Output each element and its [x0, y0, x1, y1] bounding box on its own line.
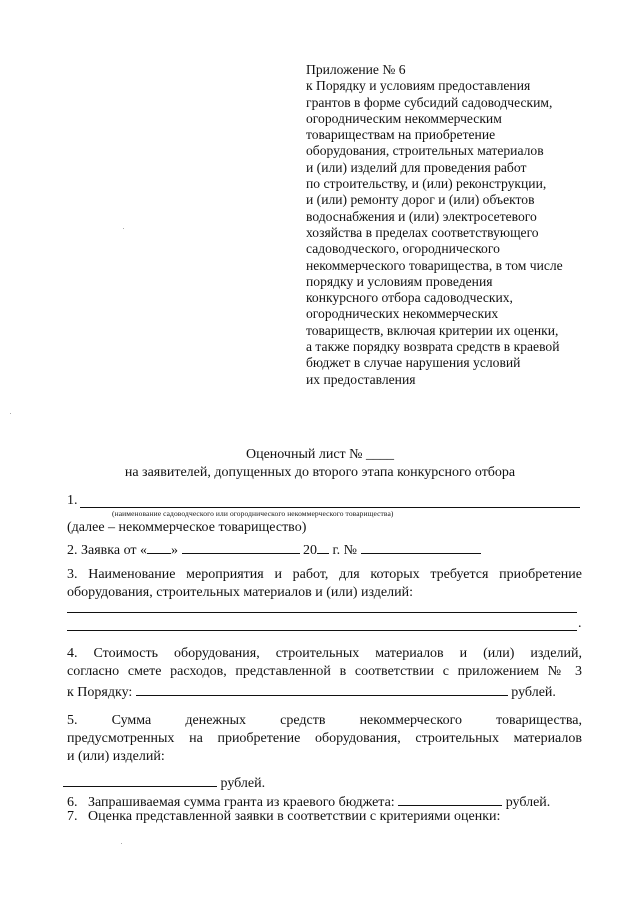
scan-speck: [121, 843, 122, 844]
item1-caption: (наименование садоводческого или огороднического некоммерческого товарищества): [112, 509, 394, 518]
appendix-header: [306, 62, 606, 388]
item1-name-line[interactable]: [80, 507, 580, 508]
appendix-line: водоснабжения и (или) электросетевого: [306, 208, 537, 224]
item4-line3-prefix: к Порядку:: [67, 685, 133, 700]
appendix-line: бюджет в случае нарушения условий: [306, 355, 521, 371]
appendix-line: порядку и условиям проведения: [306, 273, 493, 289]
item1-number: 1.: [67, 493, 78, 508]
appendix-line: конкурсного отбора садоводческих,: [306, 290, 513, 306]
item2-number-field[interactable]: [361, 540, 481, 554]
appendix-title: Приложение № 6: [306, 62, 406, 77]
appendix-line: и (или) ремонту дорог и (или) объектов: [306, 192, 535, 208]
item7-text: Оценка представленной заявки в соответствии с критериями оценки:: [88, 809, 501, 824]
item5-amount-suffix: рублей.: [220, 776, 266, 791]
item3-answer-line-1[interactable]: [67, 612, 577, 613]
appendix-line: их предоставления: [306, 371, 416, 387]
appendix-line: к Порядку и условиям предоставления: [306, 78, 531, 94]
item4-line3: [67, 682, 556, 701]
appendix-line: товариществам на приобретение: [306, 127, 496, 143]
item5-amount-field[interactable]: [63, 773, 217, 787]
appendix-line: огородническим некоммерческим: [306, 110, 502, 126]
item2-row: [67, 540, 481, 559]
item5-amount-row: [63, 773, 265, 792]
item4-line1: 4. Стоимость оборудования, строительных материалов и (или) изделий,: [67, 646, 582, 661]
scan-speck: [10, 413, 11, 414]
item5-line2: предусмотренных на приобретение оборудования, строительных материалов: [67, 731, 582, 746]
form-subtitle: на заявителей, допущенных до второго этапа конкурсного отбора: [124, 465, 516, 480]
appendix-line: оборудования, строительных материалов: [306, 143, 544, 159]
item4-amount-field[interactable]: [136, 682, 508, 696]
item2-prefix: 2. Заявка от «: [67, 543, 148, 558]
item6-amount-field[interactable]: [398, 792, 502, 806]
item3-line1: 3. Наименование мероприятия и работ, для которых требуется приобретение: [67, 567, 582, 582]
scan-speck: [123, 228, 124, 229]
item6-suffix: рублей.: [505, 795, 551, 810]
appendix-line: а также порядку возврата средств в краевой: [306, 339, 560, 355]
item7-row: [67, 809, 500, 825]
item6-text: Запрашиваемая сумма гранта из краевого бюджета:: [88, 795, 395, 810]
item1-continuation: (далее – некоммерческое товарищество): [67, 520, 307, 535]
item2-year: 20: [303, 543, 318, 558]
item2-year-field[interactable]: [317, 540, 329, 554]
form-title: Оценочный лист № ____: [245, 447, 395, 462]
appendix-line: хозяйства в пределах соответствующего: [306, 224, 539, 240]
appendix-line: некоммерческого товарищества, в том числе: [306, 257, 563, 273]
appendix-line: товариществ, включая критерии их оценки,: [306, 322, 559, 338]
item5-line1: 5. Сумма денежных средств некоммерческого товарищества,: [67, 713, 582, 728]
appendix-line: грантов в форме субсидий садоводческим,: [306, 94, 553, 110]
item3-line2: оборудования, строительных материалов и (или) изделий:: [67, 585, 413, 600]
item3-end-mark: .: [578, 616, 582, 631]
item2-mid: »: [171, 543, 179, 558]
item6-number: 6.: [67, 795, 78, 810]
appendix-line: садоводческого, огороднического: [306, 241, 500, 257]
item3-answer-line-2[interactable]: [67, 630, 577, 631]
item2-month-field[interactable]: [182, 540, 300, 554]
appendix-line: и (или) изделий для проведения работ: [306, 159, 527, 175]
item2-suffix: г. №: [329, 543, 358, 558]
appendix-line: по строительству, и (или) реконструкции,: [306, 176, 547, 192]
item2-day-field[interactable]: [147, 540, 171, 554]
item4-line3-suffix: рублей.: [511, 685, 556, 700]
item4-line2: согласно смете расходов, представленной в соответствии с приложением № 3: [67, 664, 582, 679]
item5-line3: и (или) изделий:: [67, 749, 165, 764]
appendix-line: огороднических некоммерческих: [306, 306, 499, 322]
item7-number: 7.: [67, 809, 78, 824]
